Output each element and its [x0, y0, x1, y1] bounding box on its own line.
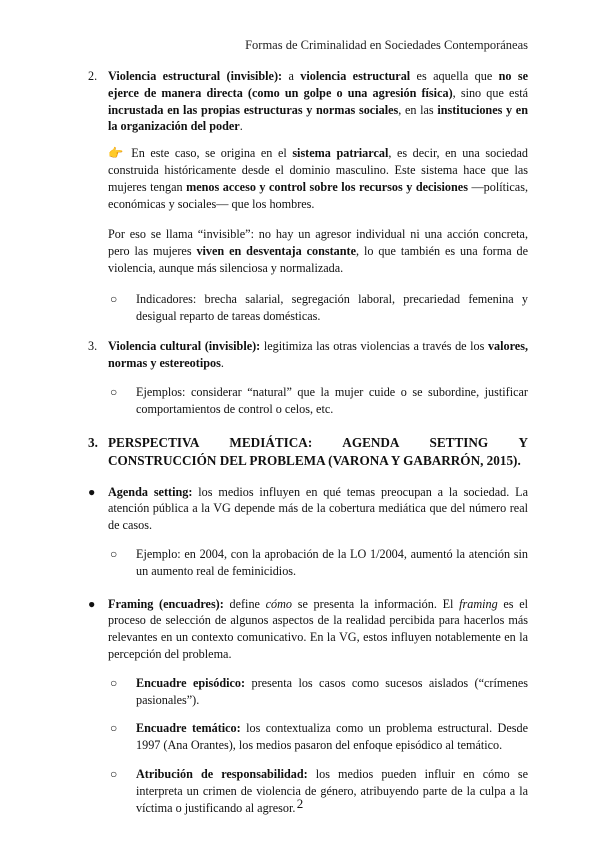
- bullet-framing: ● Framing (encuadres): define cómo se presenta la información. El framing es el proceso de selección de algunos aspectos de la realidad percibida para hacerlos más relevantes en un contexto comunicativo. En la VG, estos influyen notablemente en la percepción del problema.: [88, 596, 529, 661]
- sub-item-atribucion-responsabilidad: ○ Atribución de responsabilidad: los medios pueden influir en cómo se interpreta un crimen de violencia de género, atribuyendo parte de la culpa a la víctima o justificando al agresor.: [110, 766, 528, 815]
- bullet-dot-icon: ●: [88, 484, 96, 499]
- circle-bullet-icon: ○: [110, 384, 118, 399]
- section-heading: [88, 434, 528, 470]
- circle-bullet-icon: ○: [110, 291, 118, 306]
- list-item-violencia-estructural: 2. Violencia estructural (invisible): a violencia estructural es aquella que no se ejerce de manera directa (como un golpe o una agresión física), sino que está incrustada en las propias estructuras y normas sociales, en las instituciones y en la organización del poder.: [88, 69, 528, 134]
- list-item-violencia-cultural: 3. Violencia cultural (invisible): legitimiza las otras violencias a través de los valores, normas y estereotipos.: [88, 339, 528, 371]
- circle-bullet-icon: ○: [110, 766, 118, 781]
- section-title-line2: CONSTRUCCIÓN DEL PROBLEMA (VARONA Y GABARRÓN, 2015).: [108, 452, 521, 468]
- list-number: 3.: [88, 339, 98, 354]
- paragraph-sistema-patriarcal: 👉 En este caso, se origina en el sistema patriarcal, es decir, en una sociedad construida históricamente desde el dominio masculino. Este sistema hace que las mujeres tengan menos acceso y control sobre los recursos y decisiones —políticas, económicas y sociales— que los hombres.: [108, 146, 528, 211]
- bullet-dot-icon: ●: [88, 596, 96, 611]
- circle-bullet-icon: ○: [110, 675, 118, 690]
- bullet-agenda-setting: ● Agenda setting: los medios influyen en qué temas preocupan a la sociedad. La atención pública a la VG depende más de la cobertura mediática que del número real de casos.: [88, 484, 528, 533]
- page-number: 2: [296, 796, 304, 811]
- list-number: 2.: [88, 69, 98, 83]
- sub-item-indicadores: ○ Indicadores: brecha salarial, segregación laboral, precariedad femenina y desigual reparto de tareas domésticas.: [110, 291, 528, 323]
- sub-item-ejemplos: ○ Ejemplos: considerar “natural” que la mujer cuide o se subordine, justificar comportamientos de control o celos, etc.: [110, 384, 528, 416]
- page-content: [88, 68, 528, 816]
- section-number: 3.: [88, 434, 98, 450]
- section-title-line1: PERSPECTIVA MEDIÁTICA: AGENDA SETTING Y: [108, 434, 528, 450]
- sub-item-encuadre-tematico: ○ Encuadre temático: los contextualiza como un problema estructural. Desde 1997 (Ana Orantes), los medios pasaron del enfoque episódico al temático.: [110, 721, 528, 753]
- sub-item-ejemplo-2004: ○ Ejemplo: en 2004, con la aprobación de la LO 1/2004, aumentó la atención sin un aumento real de feminicidios.: [110, 546, 528, 578]
- running-header: Formas de Criminalidad en Sociedades Contemporáneas: [245, 38, 528, 52]
- pointing-hand-icon: 👉: [108, 146, 126, 161]
- sub-item-encuadre-episodico: ○ Encuadre episódico: presenta los casos como sucesos aislados (“crímenes pasionales”).: [110, 675, 529, 707]
- circle-bullet-icon: ○: [110, 721, 118, 736]
- circle-bullet-icon: ○: [110, 546, 118, 561]
- paragraph-invisible: Por eso se llama “invisible”: no hay un agresor individual ni una acción concreta, pero las mujeres viven en desventaja constante, lo que también es una forma de violencia, aunque más silenciosa y normalizada.: [108, 227, 529, 275]
